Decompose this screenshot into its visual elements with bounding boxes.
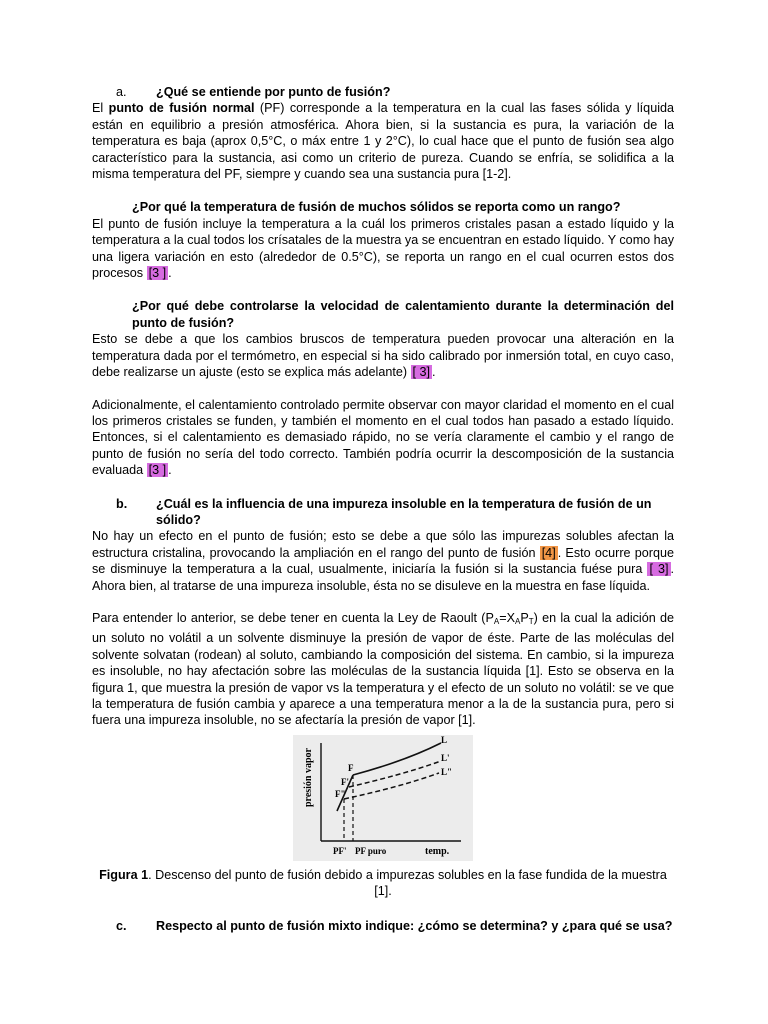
label-F: F bbox=[348, 762, 354, 773]
citation-highlight: [ 3] bbox=[649, 562, 669, 577]
citation-highlight: [4] bbox=[541, 545, 556, 560]
x-axis-label: temp. bbox=[425, 845, 450, 857]
curve-L1 bbox=[349, 761, 441, 787]
citation-highlight: [ 3] bbox=[412, 365, 431, 380]
citation-highlight: [3 ] bbox=[148, 463, 167, 478]
label-L2: L" bbox=[441, 766, 452, 777]
question-b bbox=[92, 496, 674, 529]
question-a bbox=[92, 84, 674, 100]
question-heading: ¿Por qué debe controlarse la velocidad de calentamiento durante la determinación del punto de fusión? bbox=[132, 299, 674, 330]
label-F2: F" bbox=[335, 788, 346, 799]
document-page bbox=[92, 84, 674, 934]
question-heading: Respecto al punto de fusión mixto indique: ¿cómo se determina? y ¿para qué se usa? bbox=[156, 918, 673, 933]
question-c bbox=[92, 918, 674, 934]
question-heading: ¿Qué se entiende por punto de fusión? bbox=[156, 85, 391, 99]
vapor-pressure-figure bbox=[293, 735, 473, 861]
label-L1: L' bbox=[441, 752, 450, 763]
figure-caption: Figura 1. Descenso del punto de fusión debido a impurezas solubles en la fase fundida de la muestra [1]. bbox=[99, 867, 667, 899]
question-heading: ¿Cuál es la influencia de una impureza insoluble en la temperatura de fusión de un sólido? bbox=[156, 496, 652, 527]
paragraph: El punto de fusión normal (PF) corresponde a la temperatura en la cual las fases sólida y líquida están en equilibrio a presión atmosférica. Ahora bien, si la sustancia es pura, la variación de la temperatura es baja (aprox 0,5°C, o máx entre 1 y 2°C), lo cual hace que el punto de fusión sea algo característico para la sustancia, asi como un criterio de pureza. Cuando se enfría, se solidifica a la misma temperatura del PF, siempre y cuando sea una sustancia pura [1-2]. bbox=[92, 101, 674, 182]
item-label: a. bbox=[116, 85, 127, 99]
label-pf-impure: PF' bbox=[333, 845, 347, 856]
curve-L bbox=[353, 743, 441, 775]
question-heading: ¿Por qué la temperatura de fusión de muchos sólidos se reporta como un rango? bbox=[132, 200, 621, 215]
vapor-pressure-diagram bbox=[293, 735, 473, 861]
paragraph: Para entender lo anterior, se debe tener en cuenta la Ley de Raoult $(P_A=X_AP_T)$ en la cual la adición de un soluto no volátil a un solvente disminuye la presión de vapor de éste. Parte de las moléculas del solvente solvatan (rodean) al soluto, cambiando la composición del sistema. En cambio, si la impureza es insoluble, no hay afectación sobre las moléculas de la sustancia líquida [1]. Esto se observa en la figura 1, que muestra la presión de vapor vs la temperatura y el efecto de un soluto no volátil: se ve que la temperatura de fusión cambia y aparece a una temperatura menor a la de la sustancia pura, pero si fuera una impureza insoluble, no se afectaría la presión de vapor [1]. bbox=[92, 610, 674, 728]
paragraph: Esto se debe a que los cambios bruscos de temperatura pueden provocar una alteración en la temperatura dada por el termómetro, en especial si ha sido calibrado por inmersión total, en cuyo caso, debe realizarse un ajuste (esto se explica más adelante) [ 3] . bbox=[92, 332, 674, 380]
label-pf-pure: PF puro bbox=[355, 845, 387, 856]
paragraph: El punto de fusión incluye la temperatura a la cuál los primeros cristales pasan a estado líquido y la temperatura a la cual todos los crísatales de la muestra ya se encuentran en estado líquido. Y como hay una ligera variación en esto (alrededor de 0.5°C), se reporta un rango en el cual ocurren estos dos procesos [3 ] . bbox=[92, 216, 674, 281]
label-L: L bbox=[441, 734, 448, 745]
label-F1: F' bbox=[341, 776, 349, 787]
paragraph: No hay un efecto en el punto de fusión; esto se debe a que sólo las impurezas solubles afectan la estructura cristalina, provocando la ampliación en el rango del punto de fusión [4] . Esto ocurre porque se disminuye la temperatura a la cual, usualmente, iniciaría la fusión si la sustancia fuése pura [ 3] . Ahora bien, al tratarse de una impureza insoluble, ésta no se disuleve en la muestra en fase líquida. bbox=[92, 529, 674, 593]
item-label: c. bbox=[116, 918, 127, 933]
citation-highlight: [3 ] bbox=[148, 266, 167, 281]
item-label: b. bbox=[116, 496, 128, 511]
paragraph: Adicionalmente, el calentamiento controlado permite observar con mayor claridad el momento en el cual los primeros cristales se funden, y también el momento en el cual todos han pasado a estado líquido. Entonces, si el calentamiento es demasiado rápido, no se vería claramente el cambio y el rango de punto de fusión no sería del todo correcto. También podría ocurrir la descomposición de la sustancia evaluada [3 ] . bbox=[92, 397, 674, 478]
figure-1 bbox=[92, 735, 674, 861]
y-axis-label: presión vapor bbox=[303, 747, 314, 807]
